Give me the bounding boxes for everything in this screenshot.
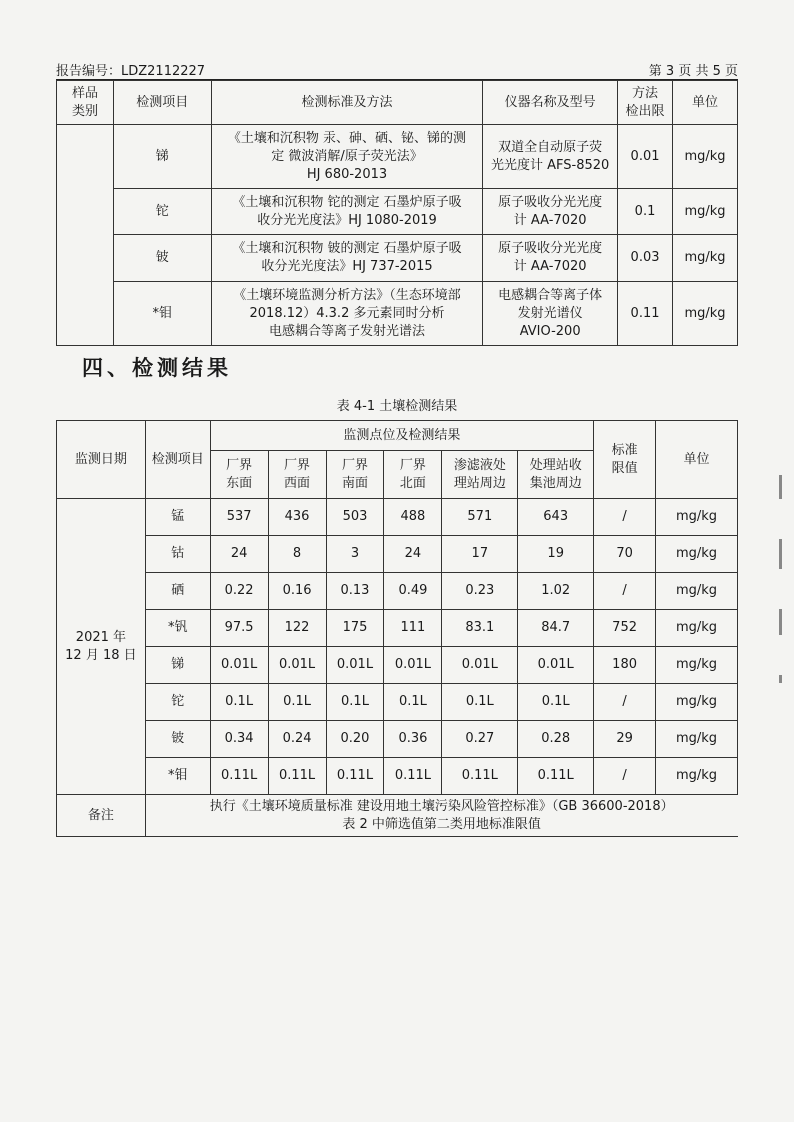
result-limit: /: [594, 684, 656, 721]
result-value: 0.16: [268, 573, 326, 610]
result-limit: /: [594, 499, 656, 536]
method-unit: mg/kg: [673, 235, 738, 282]
result-value: 537: [210, 499, 268, 536]
result-value: 0.34: [210, 721, 268, 758]
result-value: 0.49: [384, 573, 442, 610]
method-item: 锑: [113, 125, 211, 189]
method-unit: mg/kg: [673, 282, 738, 346]
header-date: 监测日期: [57, 421, 146, 499]
result-item: 钴: [145, 536, 210, 573]
method-instrument: 双道全自动原子荧 光光度计 AFS-8520: [483, 125, 618, 189]
result-value: 0.36: [384, 721, 442, 758]
result-row: [57, 684, 738, 721]
col-sample-type: 样品 类别: [57, 81, 114, 125]
result-value: 436: [268, 499, 326, 536]
result-value: 0.01L: [268, 647, 326, 684]
method-item: 铍: [113, 235, 211, 282]
result-limit: 180: [594, 647, 656, 684]
remark-label: 备注: [57, 795, 146, 837]
method-instrument: 电感耦合等离子体 发射光谱仪 AVIO-200: [483, 282, 618, 346]
report-number: 报告编号：LDZ2112227: [56, 64, 206, 79]
result-value: 0.1L: [268, 684, 326, 721]
result-value: 0.28: [518, 721, 594, 758]
method-unit: mg/kg: [673, 125, 738, 189]
remark-row: [57, 795, 738, 837]
result-limit: 752: [594, 610, 656, 647]
result-value: 0.11L: [268, 758, 326, 795]
result-value: 19: [518, 536, 594, 573]
methods-header-row: [57, 81, 738, 125]
method-limit: 0.01: [618, 125, 673, 189]
result-value: 97.5: [210, 610, 268, 647]
col-instrument: 仪器名称及型号: [483, 81, 618, 125]
methods-table: [56, 80, 738, 346]
result-value: 175: [326, 610, 384, 647]
point-south: 厂界 南面: [326, 451, 384, 499]
result-value: 0.11L: [326, 758, 384, 795]
result-row: [57, 647, 738, 684]
header-points: 监测点位及检测结果: [210, 421, 594, 451]
method-item: *钼: [113, 282, 211, 346]
method-standard: 《土壤和沉积物 汞、砷、硒、铋、锑的测 定 微波消解/原子荧光法》 HJ 680-2013: [211, 125, 483, 189]
result-value: 0.22: [210, 573, 268, 610]
result-row: [57, 499, 738, 536]
header-limit: 标准 限值: [594, 421, 656, 499]
result-row: [57, 573, 738, 610]
result-value: 0.1L: [384, 684, 442, 721]
result-value: 643: [518, 499, 594, 536]
result-value: 571: [442, 499, 518, 536]
result-value: 122: [268, 610, 326, 647]
result-value: 488: [384, 499, 442, 536]
result-row: [57, 721, 738, 758]
method-instrument: 原子吸收分光光度 计 AA-7020: [483, 189, 618, 235]
result-value: 0.1L: [518, 684, 594, 721]
result-row: [57, 536, 738, 573]
result-value: 0.01L: [326, 647, 384, 684]
methods-row: [57, 235, 738, 282]
method-limit: 0.03: [618, 235, 673, 282]
point-north: 厂界 北面: [384, 451, 442, 499]
col-method: 检测标准及方法: [211, 81, 483, 125]
result-value: 84.7: [518, 610, 594, 647]
remark-text: 执行《土壤环境质量标准 建设用地土壤污染风险管控标准》（GB 36600-2018） 表 2 中筛选值第二类用地标准限值: [145, 795, 737, 837]
result-unit: mg/kg: [656, 536, 738, 573]
point-east: 厂界 东面: [210, 451, 268, 499]
result-value: 17: [442, 536, 518, 573]
methods-row: [57, 189, 738, 235]
result-value: 0.1L: [210, 684, 268, 721]
result-value: 0.01L: [442, 647, 518, 684]
result-value: 0.1L: [442, 684, 518, 721]
result-value: 0.01L: [518, 647, 594, 684]
result-value: 111: [384, 610, 442, 647]
methods-row: [57, 125, 738, 189]
method-standard: 《土壤环境监测分析方法》（生态环境部 2018.12）4.3.2 多元素同时分析 电感耦合等离子发射光谱法: [211, 282, 483, 346]
result-value: 503: [326, 499, 384, 536]
col-item: 检测项目: [113, 81, 211, 125]
result-value: 0.11L: [442, 758, 518, 795]
result-row: [57, 610, 738, 647]
method-limit: 0.1: [618, 189, 673, 235]
result-unit: mg/kg: [656, 721, 738, 758]
method-item: 铊: [113, 189, 211, 235]
header-unit: 单位: [656, 421, 738, 499]
point-leachate: 渗滤液处 理站周边: [442, 451, 518, 499]
result-value: 0.11L: [384, 758, 442, 795]
result-limit: 70: [594, 536, 656, 573]
result-item: 铍: [145, 721, 210, 758]
result-value: 8: [268, 536, 326, 573]
result-value: 0.01L: [384, 647, 442, 684]
result-item: *钒: [145, 610, 210, 647]
point-collection-pool: 处理站收 集池周边: [518, 451, 594, 499]
result-value: 83.1: [442, 610, 518, 647]
result-unit: mg/kg: [656, 573, 738, 610]
binding-marks: [770, 475, 790, 723]
result-item: 锑: [145, 647, 210, 684]
result-value: 0.20: [326, 721, 384, 758]
result-value: 24: [210, 536, 268, 573]
result-row: [57, 758, 738, 795]
result-value: 0.1L: [326, 684, 384, 721]
result-value: 0.01L: [210, 647, 268, 684]
page-header: [56, 60, 738, 80]
result-value: 0.13: [326, 573, 384, 610]
result-item: 铊: [145, 684, 210, 721]
result-unit: mg/kg: [656, 610, 738, 647]
method-instrument: 原子吸收分光光度 计 AA-7020: [483, 235, 618, 282]
method-limit: 0.11: [618, 282, 673, 346]
result-item: *钼: [145, 758, 210, 795]
method-standard: 《土壤和沉积物 铍的测定 石墨炉原子吸 收分光光度法》HJ 737-2015: [211, 235, 483, 282]
result-limit: /: [594, 758, 656, 795]
sample-type-cell: [57, 125, 114, 346]
results-header-row: [57, 421, 738, 451]
result-value: 0.11L: [210, 758, 268, 795]
page-number: 第 3 页 共 5 页: [648, 64, 738, 79]
method-standard: 《土壤和沉积物 铊的测定 石墨炉原子吸 收分光光度法》HJ 1080-2019: [211, 189, 483, 235]
method-unit: mg/kg: [673, 189, 738, 235]
result-value: 0.27: [442, 721, 518, 758]
col-unit: 单位: [673, 81, 738, 125]
table-caption: 表 4-1 土壤检测结果: [336, 399, 458, 414]
section-title: 四、检测结果: [82, 355, 232, 380]
monitoring-date: 2021 年 12 月 18 日: [57, 499, 146, 795]
result-limit: /: [594, 573, 656, 610]
header-item: 检测项目: [145, 421, 210, 499]
result-value: 0.23: [442, 573, 518, 610]
result-value: 0.24: [268, 721, 326, 758]
result-value: 24: [384, 536, 442, 573]
results-table: [56, 420, 738, 837]
point-west: 厂界 西面: [268, 451, 326, 499]
result-unit: mg/kg: [656, 499, 738, 536]
result-value: 0.11L: [518, 758, 594, 795]
result-item: 锰: [145, 499, 210, 536]
result-value: 3: [326, 536, 384, 573]
col-limit: 方法 检出限: [618, 81, 673, 125]
result-unit: mg/kg: [656, 684, 738, 721]
result-unit: mg/kg: [656, 758, 738, 795]
result-unit: mg/kg: [656, 647, 738, 684]
result-item: 硒: [145, 573, 210, 610]
methods-row: [57, 282, 738, 346]
result-limit: 29: [594, 721, 656, 758]
result-value: 1.02: [518, 573, 594, 610]
